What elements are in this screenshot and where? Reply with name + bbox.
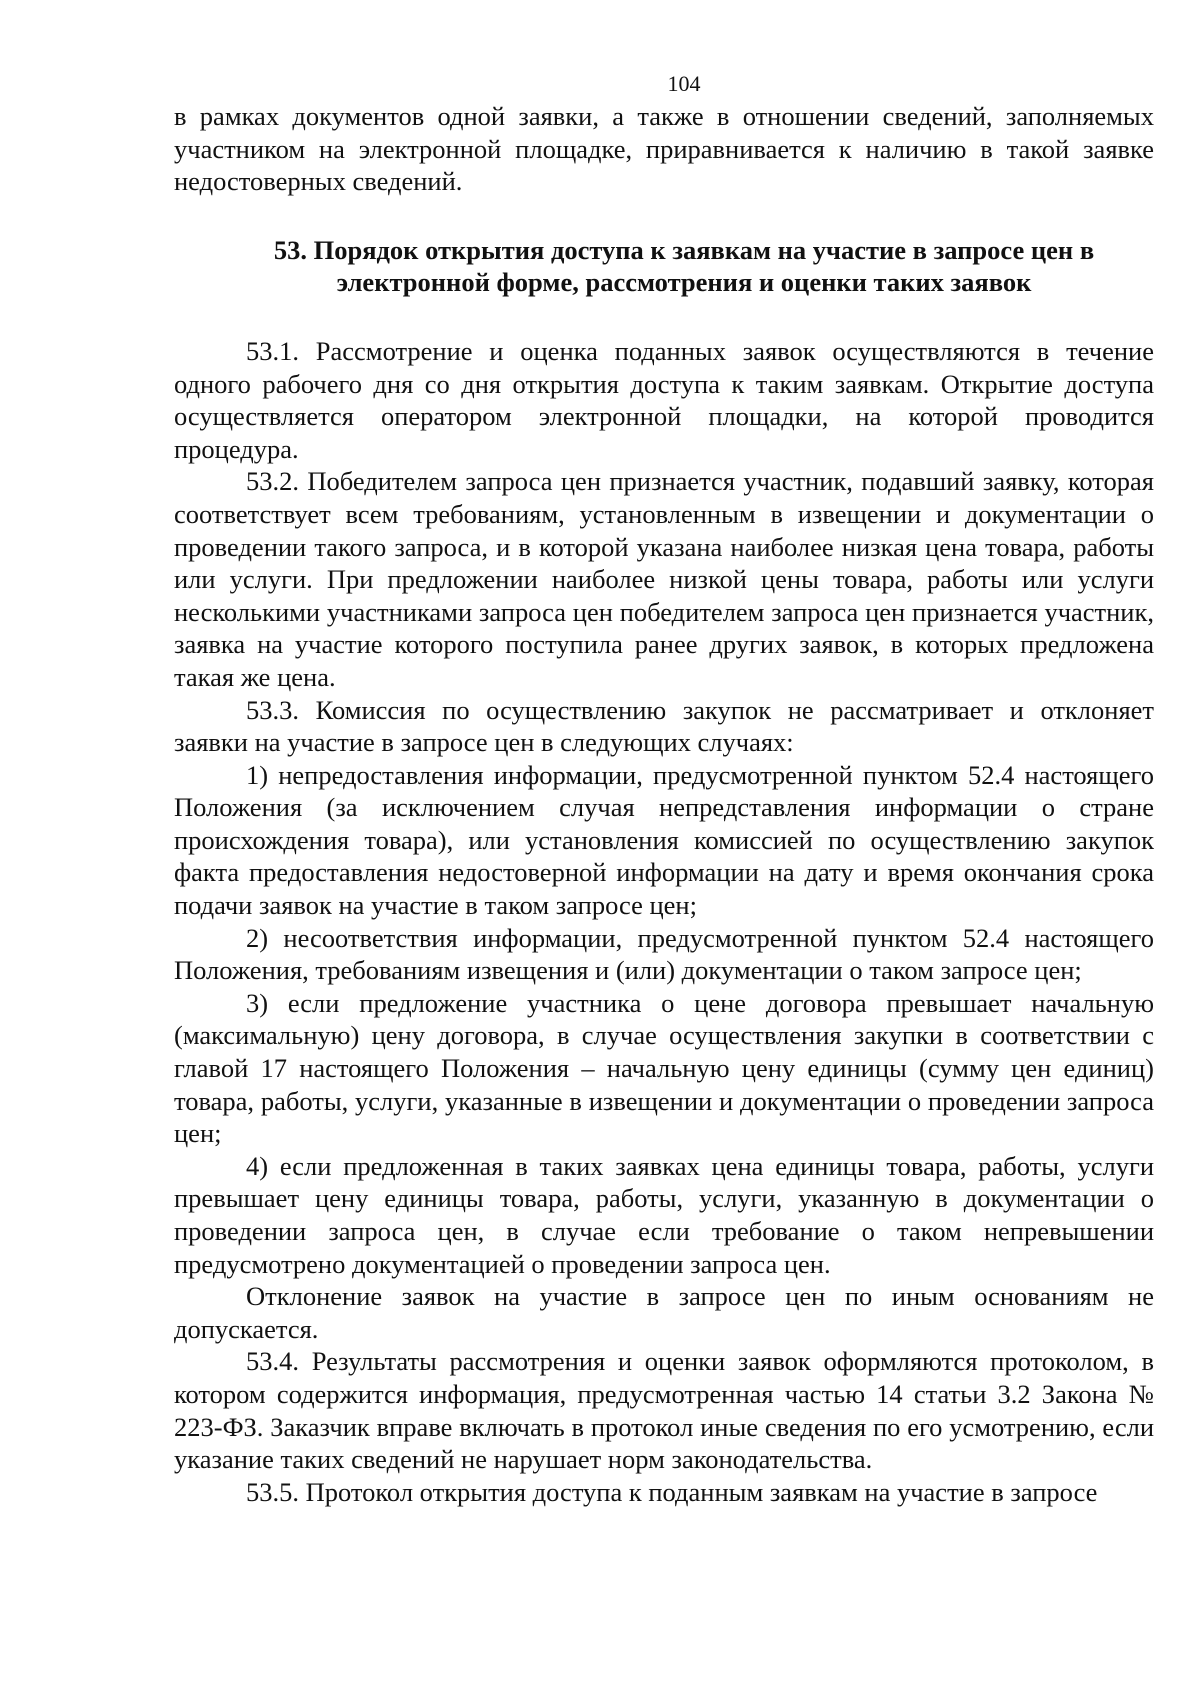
list-item-1: 1) непредоставления информации, предусмотренной пунктом 52.4 настоящего Положения (за исключением случая непредставления информации о стране происхождения товара), или установления комиссией по осуществлению закупок факта предоставления недостоверной информации на дату и время окончания срока подачи заявок на участие в таком запросе цен;	[174, 759, 1154, 921]
rejection-note: Отклонение заявок на участие в запросе цен по иным основаниям не допускается.	[174, 1281, 1154, 1344]
list-item-3: 3) если предложение участника о цене договора превышает начальную (максимальную) цену договора, в случае осуществления закупки в соответствии с главой 17 настоящего Положения – начальную цену единицы (сумму цен единиц) товара, работы, услуги, указанные в извещении и документации о проведении запроса цен;	[174, 987, 1154, 1149]
section-heading	[174, 234, 1154, 299]
list-item-2: 2) несоответствия информации, предусмотренной пунктом 52.4 настоящего Положения, требованиям извещения и (или) документации о таком запросе цен;	[174, 922, 1154, 986]
intro-paragraph: в рамках документов одной заявки, а также в отношении сведений, заполняемых участником на электронной площадке, приравнивается к наличию в такой заявке недостоверных сведений.	[174, 101, 1154, 197]
section-heading-line-2: электронной форме, рассмотрения и оценки таких заявок	[336, 267, 1032, 298]
page-number: 104	[667, 71, 701, 96]
paragraph-53-2: 53.2. Победителем запроса цен признается участник, подавший заявку, которая соответствует всем требованиям, установленным в извещении и документации о проведении такого запроса, и в которой указана наиболее низкая цена товара, работы или услуги. При предложении наиболее низкой цены товара, работы или услуги несколькими участниками запроса цен победителем запроса цен признается участник, заявка на участие которого поступила ранее других заявок, в которых предложена такая же цена.	[174, 466, 1154, 692]
paragraph-53-3: 53.3. Комиссия по осуществлению закупок не рассматривает и отклоняет заявки на участие в запросе цен в следующих случаях:	[174, 694, 1154, 758]
paragraph-53-4: 53.4. Результаты рассмотрения и оценки заявок оформляются протоколом, в котором содержится информация, предусмотренная частью 14 статьи 3.2 Закона № 223-ФЗ. Заказчик вправе включать в протокол иные сведения по его усмотрению, если указание таких сведений не нарушает норм законодательства.	[174, 1346, 1154, 1475]
list-item-4: 4) если предложенная в таких заявках цена единицы товара, работы, услуги превышает цену единицы товара, работы, услуги, указанную в документации о проведении запроса цен, в случае если требование о таком непревышении предусмотрено документацией о проведении запроса цен.	[174, 1150, 1154, 1279]
document-page	[174, 70, 1154, 1508]
paragraph-53-1: 53.1. Рассмотрение и оценка поданных заявок осуществляются в течение одного рабочего дня со дня открытия доступа к таким заявкам. Открытие доступа осуществляется оператором электронной площадки, на которой проводится процедура.	[174, 335, 1154, 464]
paragraph-53-5: 53.5. Протокол открытия доступа к поданным заявкам на участие в запросе	[246, 1476, 1098, 1507]
section-heading-line-1: 53. Порядок открытия доступа к заявкам на участие в запросе цен в	[273, 234, 1095, 265]
